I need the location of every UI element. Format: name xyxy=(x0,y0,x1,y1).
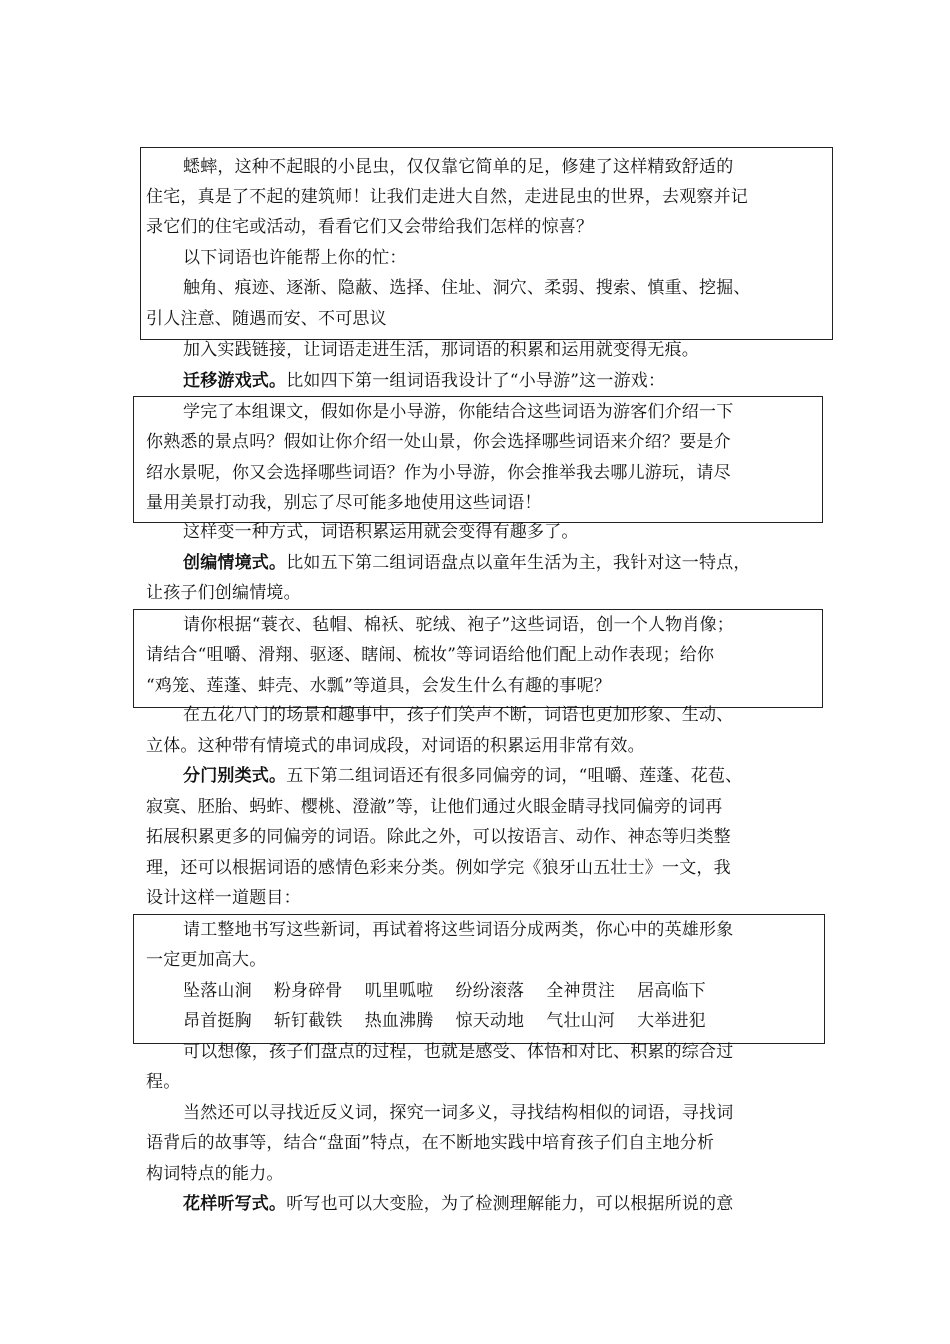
section-5-text: 听写也可以大变脸，为了检测理解能力，可以根据所说的意 xyxy=(286,1194,734,1214)
box2-line-4: 量用美景打动我，别忘了尽可能多地使用这些词语！ xyxy=(146,493,542,513)
paragraph-1: 加入实践链接，让词语走进生活，那词语的积累和运用就变得无痕。 xyxy=(183,340,699,360)
section-heading-dictation: 花样听写式。 xyxy=(183,1194,287,1214)
section-4-line-5: 设计这样一道题目： xyxy=(146,888,301,908)
word: 大举进犯 xyxy=(637,1011,706,1031)
word: 全神贯注 xyxy=(546,981,616,1001)
word: 热血沸腾 xyxy=(364,1011,434,1031)
box3-line-1: 请你根据“蓑衣、毡帽、棉袄、驼绒、袍子”这些词语，创一个人物肖像； xyxy=(183,615,734,635)
section-heading-transfer-game: 迁移游戏式。 xyxy=(183,371,287,391)
word: 粉身碎骨 xyxy=(273,981,343,1001)
section-4-line-4: 理，还可以根据词语的感情色彩来分类。例如学完《狼牙山五壮士》一文，我 xyxy=(146,858,731,878)
section-heading-classify: 分门别类式。 xyxy=(183,766,287,786)
word: 居高临下 xyxy=(637,981,706,1001)
word: 坠落山涧 xyxy=(183,981,252,1001)
word: 昂首挺胸 xyxy=(183,1011,252,1031)
box2-line-2: 你熟悉的景点吗？假如让你介绍一处山景，你会选择哪些词语来介绍？要是介 xyxy=(146,432,731,452)
box1-line-2: 住宅，真是了不起的建筑师！让我们走进大自然，走进昆虫的世界，去观察并记 xyxy=(146,187,748,207)
section-2-text: 比如四下第一组词语我设计了“小导游”这一游戏： xyxy=(286,371,666,391)
paragraph-2: 这样变一种方式，词语积累运用就会变得有趣多了。 xyxy=(183,522,579,542)
paragraph-3-line-2: 立体。这种带有情境式的串词成段，对词语的积累运用非常有效。 xyxy=(146,736,645,756)
word-row-2 xyxy=(183,1009,728,1033)
box1-line-1: 蟋蟀，这种不起眼的小昆虫，仅仅靠它简单的足，修建了这样精致舒适的 xyxy=(183,157,734,177)
box1-line-5: 触角、痕迹、逐渐、隐蔽、选择、住址、洞穴、柔弱、搜索、慎重、挖掘、 xyxy=(183,278,751,298)
paragraph-5-line-1: 当然还可以寻找近反义词，探究一词多义，寻找结构相似的词语，寻找词 xyxy=(183,1103,734,1123)
box1-line-6: 引人注意、随遇而安、不可思议 xyxy=(146,309,387,329)
box2-line-1: 学完了本组课文，假如你是小导游，你能结合这些词语为游客们介绍一下 xyxy=(183,402,734,422)
word: 叽里呱啦 xyxy=(364,981,434,1001)
box1-line-4: 以下词语也许能帮上你的忙： xyxy=(183,248,407,268)
section-4-line-2: 寂寞、胚胎、蚂蚱、樱桃、澄澈”等，让他们通过火眼金睛寻找同偏旁的词再 xyxy=(146,797,723,817)
paragraph-3-line-1: 在五花八门的场景和趣事中，孩子们笑声不断，词语也更加形象、生动、 xyxy=(183,705,734,725)
box4-line-2: 一定更加高大。 xyxy=(146,950,267,970)
paragraph-4-line-2: 程。 xyxy=(146,1072,181,1092)
section-heading-create-scenario: 创编情境式。 xyxy=(183,553,287,573)
box3-line-2: 请结合“咀嚼、滑翔、驱逐、瞎闹、梳妆”等词语给他们配上动作表现；给你 xyxy=(146,645,715,665)
section-3-text-2: 让孩子们创编情境。 xyxy=(146,583,301,603)
paragraph-5-line-3: 构词特点的能力。 xyxy=(146,1164,284,1184)
section-3-intro xyxy=(183,551,751,575)
word: 惊天动地 xyxy=(455,1011,525,1031)
box1-line-3: 录它们的住宅或活动，看看它们又会带给我们怎样的惊喜？ xyxy=(146,217,594,237)
word-row-1 xyxy=(183,979,728,1003)
box2-line-3: 绍水景呢，你又会选择哪些词语？作为小导游，你会推举我去哪儿游玩，请尽 xyxy=(146,463,731,483)
box3-line-3: “鸡笼、莲蓬、蚌壳、水瓢”等道具，会发生什么有趣的事呢？ xyxy=(146,676,611,696)
section-4-line-3: 拓展积累更多的同偏旁的词语。除此之外，可以按语言、动作、神态等归类整 xyxy=(146,827,731,847)
section-5-intro xyxy=(183,1192,733,1216)
section-3-text-1: 比如五下第二组词语盘点以童年生活为主，我针对这一特点， xyxy=(286,553,751,573)
section-4-text-1: 五下第二组词语还有很多同偏旁的词，“咀嚼、莲蓬、花苞、 xyxy=(286,766,743,786)
paragraph-4-line-1: 可以想像，孩子们盘点的过程，也就是感受、体悟和对比、积累的综合过 xyxy=(183,1042,734,1062)
section-4-intro xyxy=(183,764,742,788)
word: 斩钉截铁 xyxy=(273,1011,343,1031)
section-2-intro xyxy=(183,369,665,393)
word: 气壮山河 xyxy=(546,1011,616,1031)
word: 纷纷滚落 xyxy=(455,981,525,1001)
paragraph-5-line-2: 语背后的故事等，结合“盘面”特点，在不断地实践中培育孩子们自主地分析 xyxy=(146,1133,715,1153)
box4-line-1: 请工整地书写这些新词，再试着将这些词语分成两类，你心中的英雄形象 xyxy=(183,920,734,940)
